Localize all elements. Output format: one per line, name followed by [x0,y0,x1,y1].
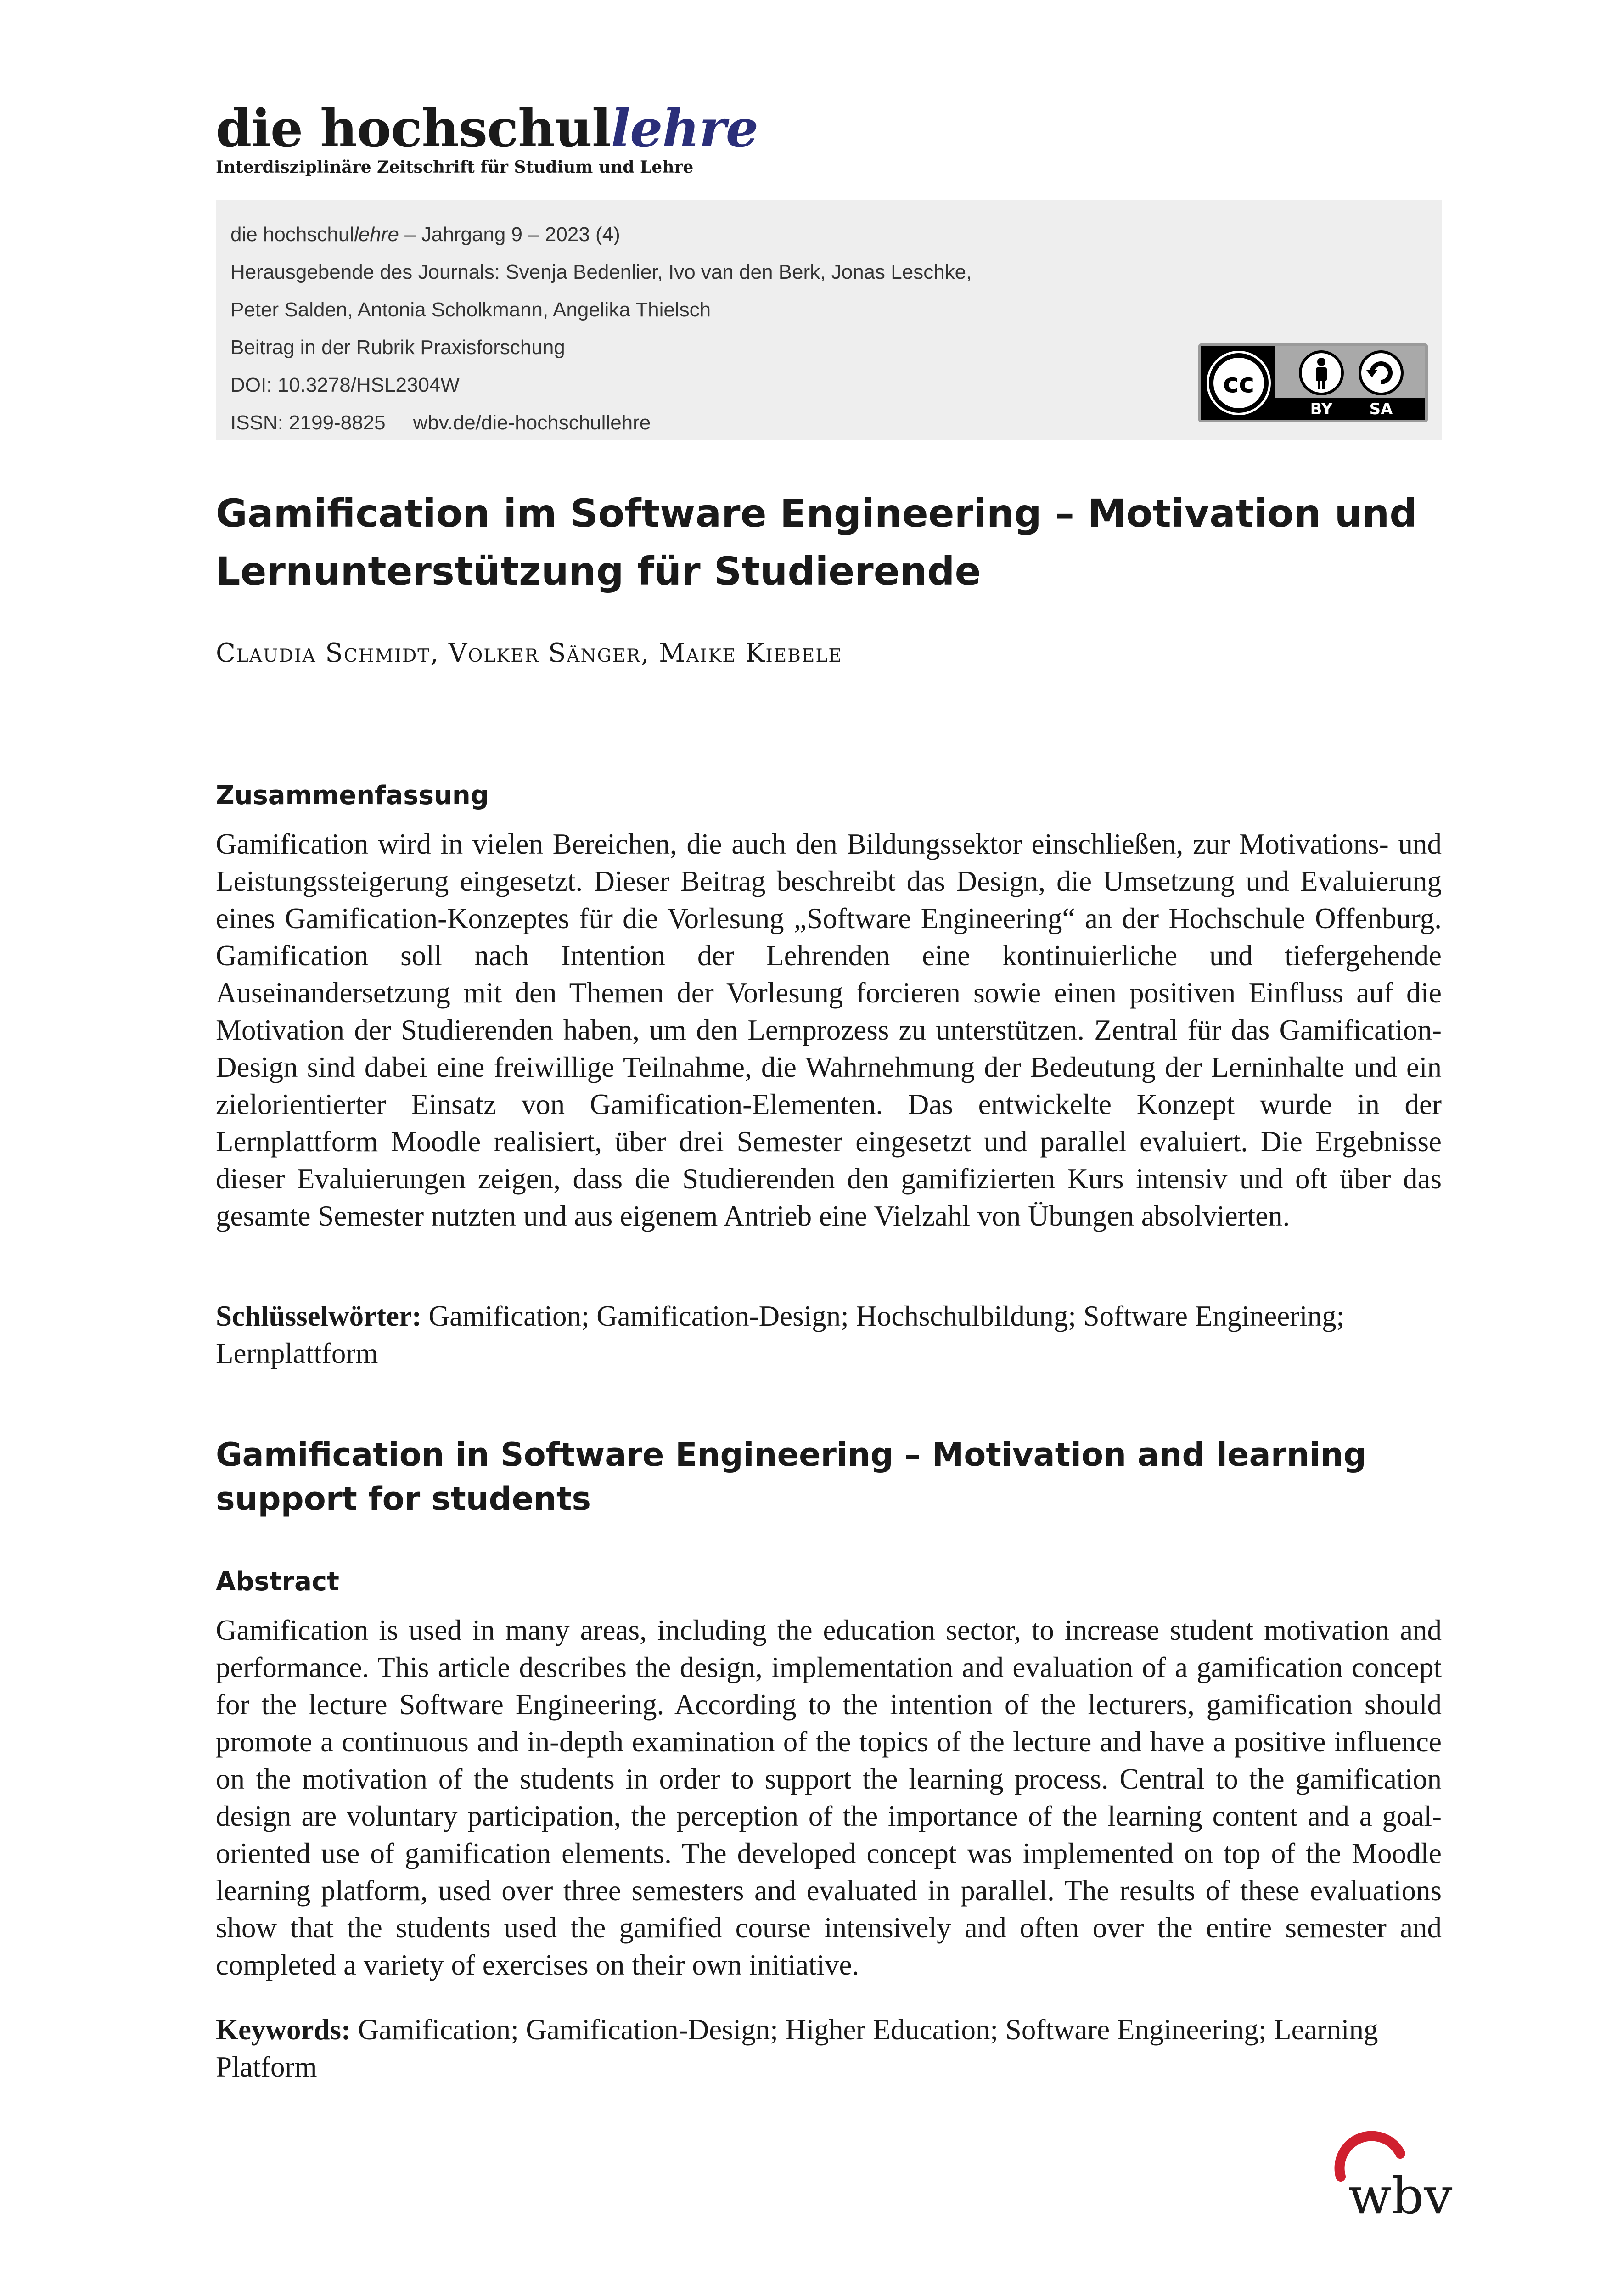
english-keywords-label: Keywords: [216,2014,351,2046]
issn: ISSN: 2199-8825 [230,411,386,434]
german-keywords [216,1298,1442,1372]
rubric-line: Beitrag in der Rubrik Praxisforschung [230,336,565,359]
journal-logo-title [216,99,758,159]
english-article-title: Gamification in Software Engineering – Motivation and learning support for students [216,1436,1366,1518]
journal-title-main: die hochschul [216,99,611,159]
article-title: Gamification im Software Engineering – Motivation und Lernunterstützung für Studierende [216,491,1417,594]
sa-label: SA [1369,400,1393,418]
journal-name-accent: lehre [354,223,399,246]
by-label: BY [1310,400,1333,418]
abstract-heading: Abstract [216,1567,339,1597]
by-attribution-icon [1300,352,1342,394]
journal-subtitle: Interdisziplinäre Zeitschrift für Studium und Lehre [216,158,694,177]
german-abstract: Gamification wird in vielen Bereichen, die auch den Bildungssektor einschließen, zur Motivations- und Leistungssteigerung eingesetzt. Dieser Beitrag beschreibt das Design, die Umsetzung und Evaluierung eines Gamification-Konzeptes für die Vorlesung „Software Engineering“ an der Hochschule Offenburg. Gamification soll nach Intention der Lehrenden eine kontinuierliche und tiefergehende Auseinandersetzung mit den Themen der Vorlesung forcieren sowie einen positiven Einfluss auf die Motivation der Studierenden haben, um den Lernprozess zu unterstützen. Zentral für das Gamification-Design sind dabei eine freiwillige Teilnahme, die Wahrnehmung der Bedeutung der Lerninhalte und ein zielorientierter Einsatz von Gamification-Elementen. Das entwickelte Konzept wurde in der Lernplattform Moodle realisiert, über drei Semester eingesetzt und parallel evaluiert. Die Ergebnisse dieser Evaluierungen zeigen, dass die Studierenden den gamifizierten Kurs intensiv und oft über das gesamte Semester nutzten und aus eigenem Antrieb eine Vielzahl von Übungen absolvierten. [216,828,1442,1232]
journal-masthead [216,99,758,177]
german-keywords-label: Schlüsselwörter: [216,1300,421,1332]
editors-line-1: Herausgebende des Journals: Svenja Bedenlier, Ivo van den Berk, Jonas Leschke, [230,261,972,283]
german-keywords-list: Gamification; Gamification-Design; Hochschulbildung; Software Engineering; Lernplattform [216,1300,1345,1369]
english-keywords [216,2011,1442,2086]
cc-by-sa-license-badge[interactable] [1198,343,1428,422]
wbv-publisher-logo [1322,2126,1460,2223]
english-abstract: Gamification is used in many areas, including the education sector, to increase student motivation and performance. This article describes the design, implementation and evaluation of a gamification concept for the lecture Software Engineering. According to the intention of the lecturers, gamification should promote a continuous and in-depth examination of the topics of the lecture and have a positive influence on the motivation of the students in order to support the learning process. Central to the gamification design are voluntary participation, the perception of the importance of the learning content and a goal-oriented use of gamification elements. The developed concept was implemented on top of the Moodle learning platform, used over three semesters and evaluated in parallel. The results of these evaluations show that the students used the gamified course intensively and often over the entire semester and completed a variety of exercises on their own initiative. [216,1614,1442,1981]
doi-line: DOI: 10.3278/HSL2304W [230,374,460,396]
sa-share-alike-icon [1360,352,1402,394]
editors-line-2: Peter Salden, Antonia Scholkmann, Angelika Thielsch [230,298,711,321]
cc-license-graphic [1201,346,1425,420]
english-keywords-list: Gamification; Gamification-Design; Higher Education; Software Engineering; Learning Platform [216,2014,1378,2083]
wbv-logo-text: wbv [1348,2167,1453,2223]
cc-label: cc [1223,367,1255,399]
journal-issue-line [230,216,1427,253]
journal-issue: – Jahrgang 9 – 2023 (4) [399,223,620,246]
journal-title-accent: lehre [611,99,758,159]
journal-name-prefix: die hochschul [230,223,354,246]
journal-url-link[interactable]: wbv.de/die-hochschullehre [413,411,651,434]
article-authors: Claudia Schmidt, Volker Sänger, Maike Kiebele [216,638,842,668]
wbv-logo-graphic [1322,2126,1460,2223]
zusammenfassung-heading: Zusammenfassung [216,781,489,810]
